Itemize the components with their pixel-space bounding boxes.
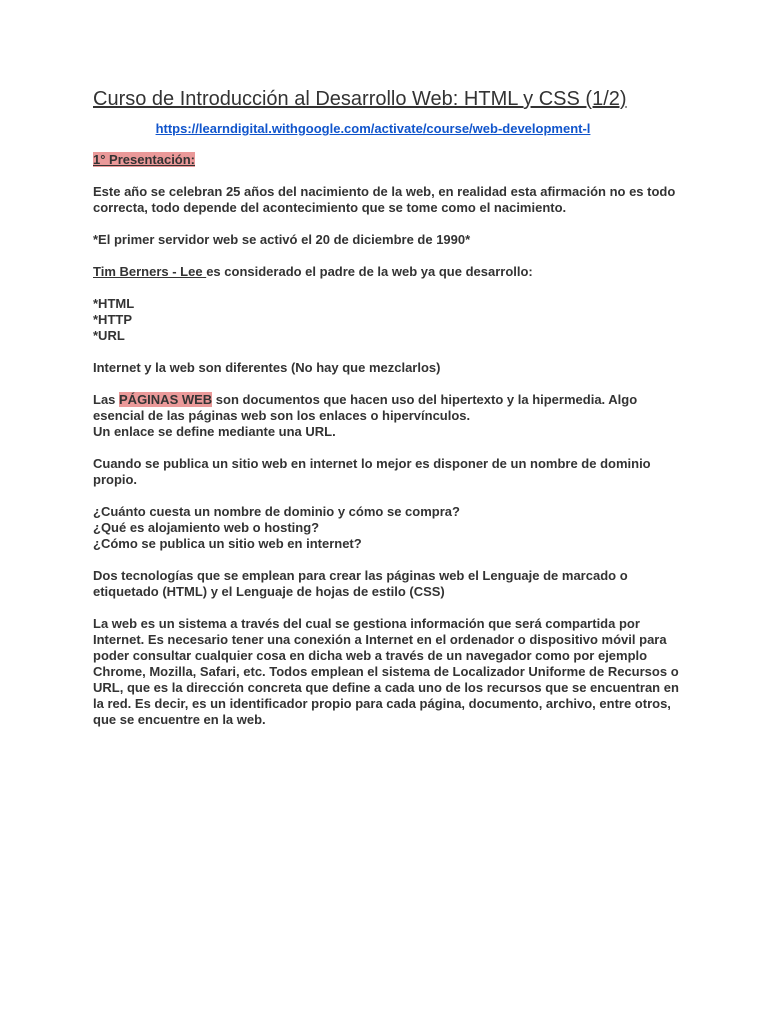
web-pages-prefix: Las	[93, 392, 120, 407]
paragraph-1-line-1: Este año se celebran 25 años del nacimiento de la web, en realidad esta afirmación no es todo	[93, 184, 676, 199]
web-system-line: Chrome, Mozilla, Safari, etc. Todos emplean el sistema de Localizador Uniforme de Recursos o	[93, 664, 679, 679]
section-heading-highlight: 1° Presentación:	[93, 152, 196, 167]
section-heading	[93, 152, 683, 168]
web-system-line: La web es un sistema a través del cual se gestiona información que será compartida por	[93, 616, 640, 631]
paragraph-web-system	[93, 616, 683, 728]
technologies-line-2: etiquetado (HTML) y el Lenguaje de hojas de estilo (CSS)	[93, 584, 445, 599]
list-item: *HTTP	[93, 312, 132, 327]
web-system-line: que se encuentre en la web.	[93, 712, 266, 727]
tim-berners-lee-text: es considerado el padre de la web ya que desarrollo:	[206, 264, 533, 279]
course-link-line	[93, 121, 653, 137]
document-page	[93, 86, 683, 728]
web-system-line: Internet. Es necesario tener una conexión a Internet en el ordenador o dispositivo móvil para	[93, 632, 667, 647]
technologies-line-1: Dos tecnologías que se emplean para crear las páginas web el Lenguaje de marcado o	[93, 568, 628, 583]
domain-line-2: propio.	[93, 472, 138, 487]
first-server-note: *El primer servidor web se activó el 20 de diciembre de 1990*	[93, 232, 471, 247]
paragraph-domain	[93, 456, 683, 488]
question-item: ¿Cuánto cuesta un nombre de dominio y cómo se compra?	[93, 504, 460, 519]
question-item: ¿Cómo se publica un sitio web en internet?	[93, 536, 362, 551]
web-pages-highlight: PÁGINAS WEB	[119, 392, 213, 407]
web-pages-line-3: Un enlace se define mediante una URL.	[93, 424, 336, 439]
paragraph-technologies	[93, 568, 683, 600]
web-pages-line-2: esencial de las páginas web son los enlaces o hipervínculos.	[93, 408, 471, 423]
technology-list	[93, 296, 683, 344]
tim-berners-lee-name: Tim Berners - Lee	[93, 264, 207, 279]
questions-list	[93, 504, 683, 552]
list-item: *HTML	[93, 296, 135, 311]
web-system-line: poder consultar cualquier cosa en dicha web a través de un navegador como por ejemplo	[93, 648, 648, 663]
list-item: *URL	[93, 328, 125, 343]
web-system-line: URL, que es la dirección concreta que define a cada uno de los recursos que se encuentran en	[93, 680, 679, 695]
web-pages-line-1: son documentos que hacen uso del hipertexto y la hipermedia. Algo	[212, 392, 638, 407]
document-title: Curso de Introducción al Desarrollo Web: HTML y CSS (1/2)	[93, 88, 627, 110]
paragraph-web-pages	[93, 392, 683, 440]
web-system-line: la red. Es decir, es un identificador propio para cada página, documento, archivo, entre otros,	[93, 696, 671, 711]
paragraph-1-line-2: correcta, todo depende del acontecimiento que se tome como el nacimiento.	[93, 200, 567, 215]
course-link[interactable]: https://learndigital.withgoogle.com/activate/course/web-development-l	[155, 121, 591, 136]
internet-vs-web-note: Internet y la web son diferentes (No hay que mezclarlos)	[93, 360, 441, 375]
paragraph-tim-berners-lee	[93, 264, 683, 280]
domain-line-1: Cuando se publica un sitio web en internet lo mejor es disponer de un nombre de dominio	[93, 456, 651, 471]
question-item: ¿Qué es alojamiento web o hosting?	[93, 520, 320, 535]
paragraph-1	[93, 184, 683, 216]
